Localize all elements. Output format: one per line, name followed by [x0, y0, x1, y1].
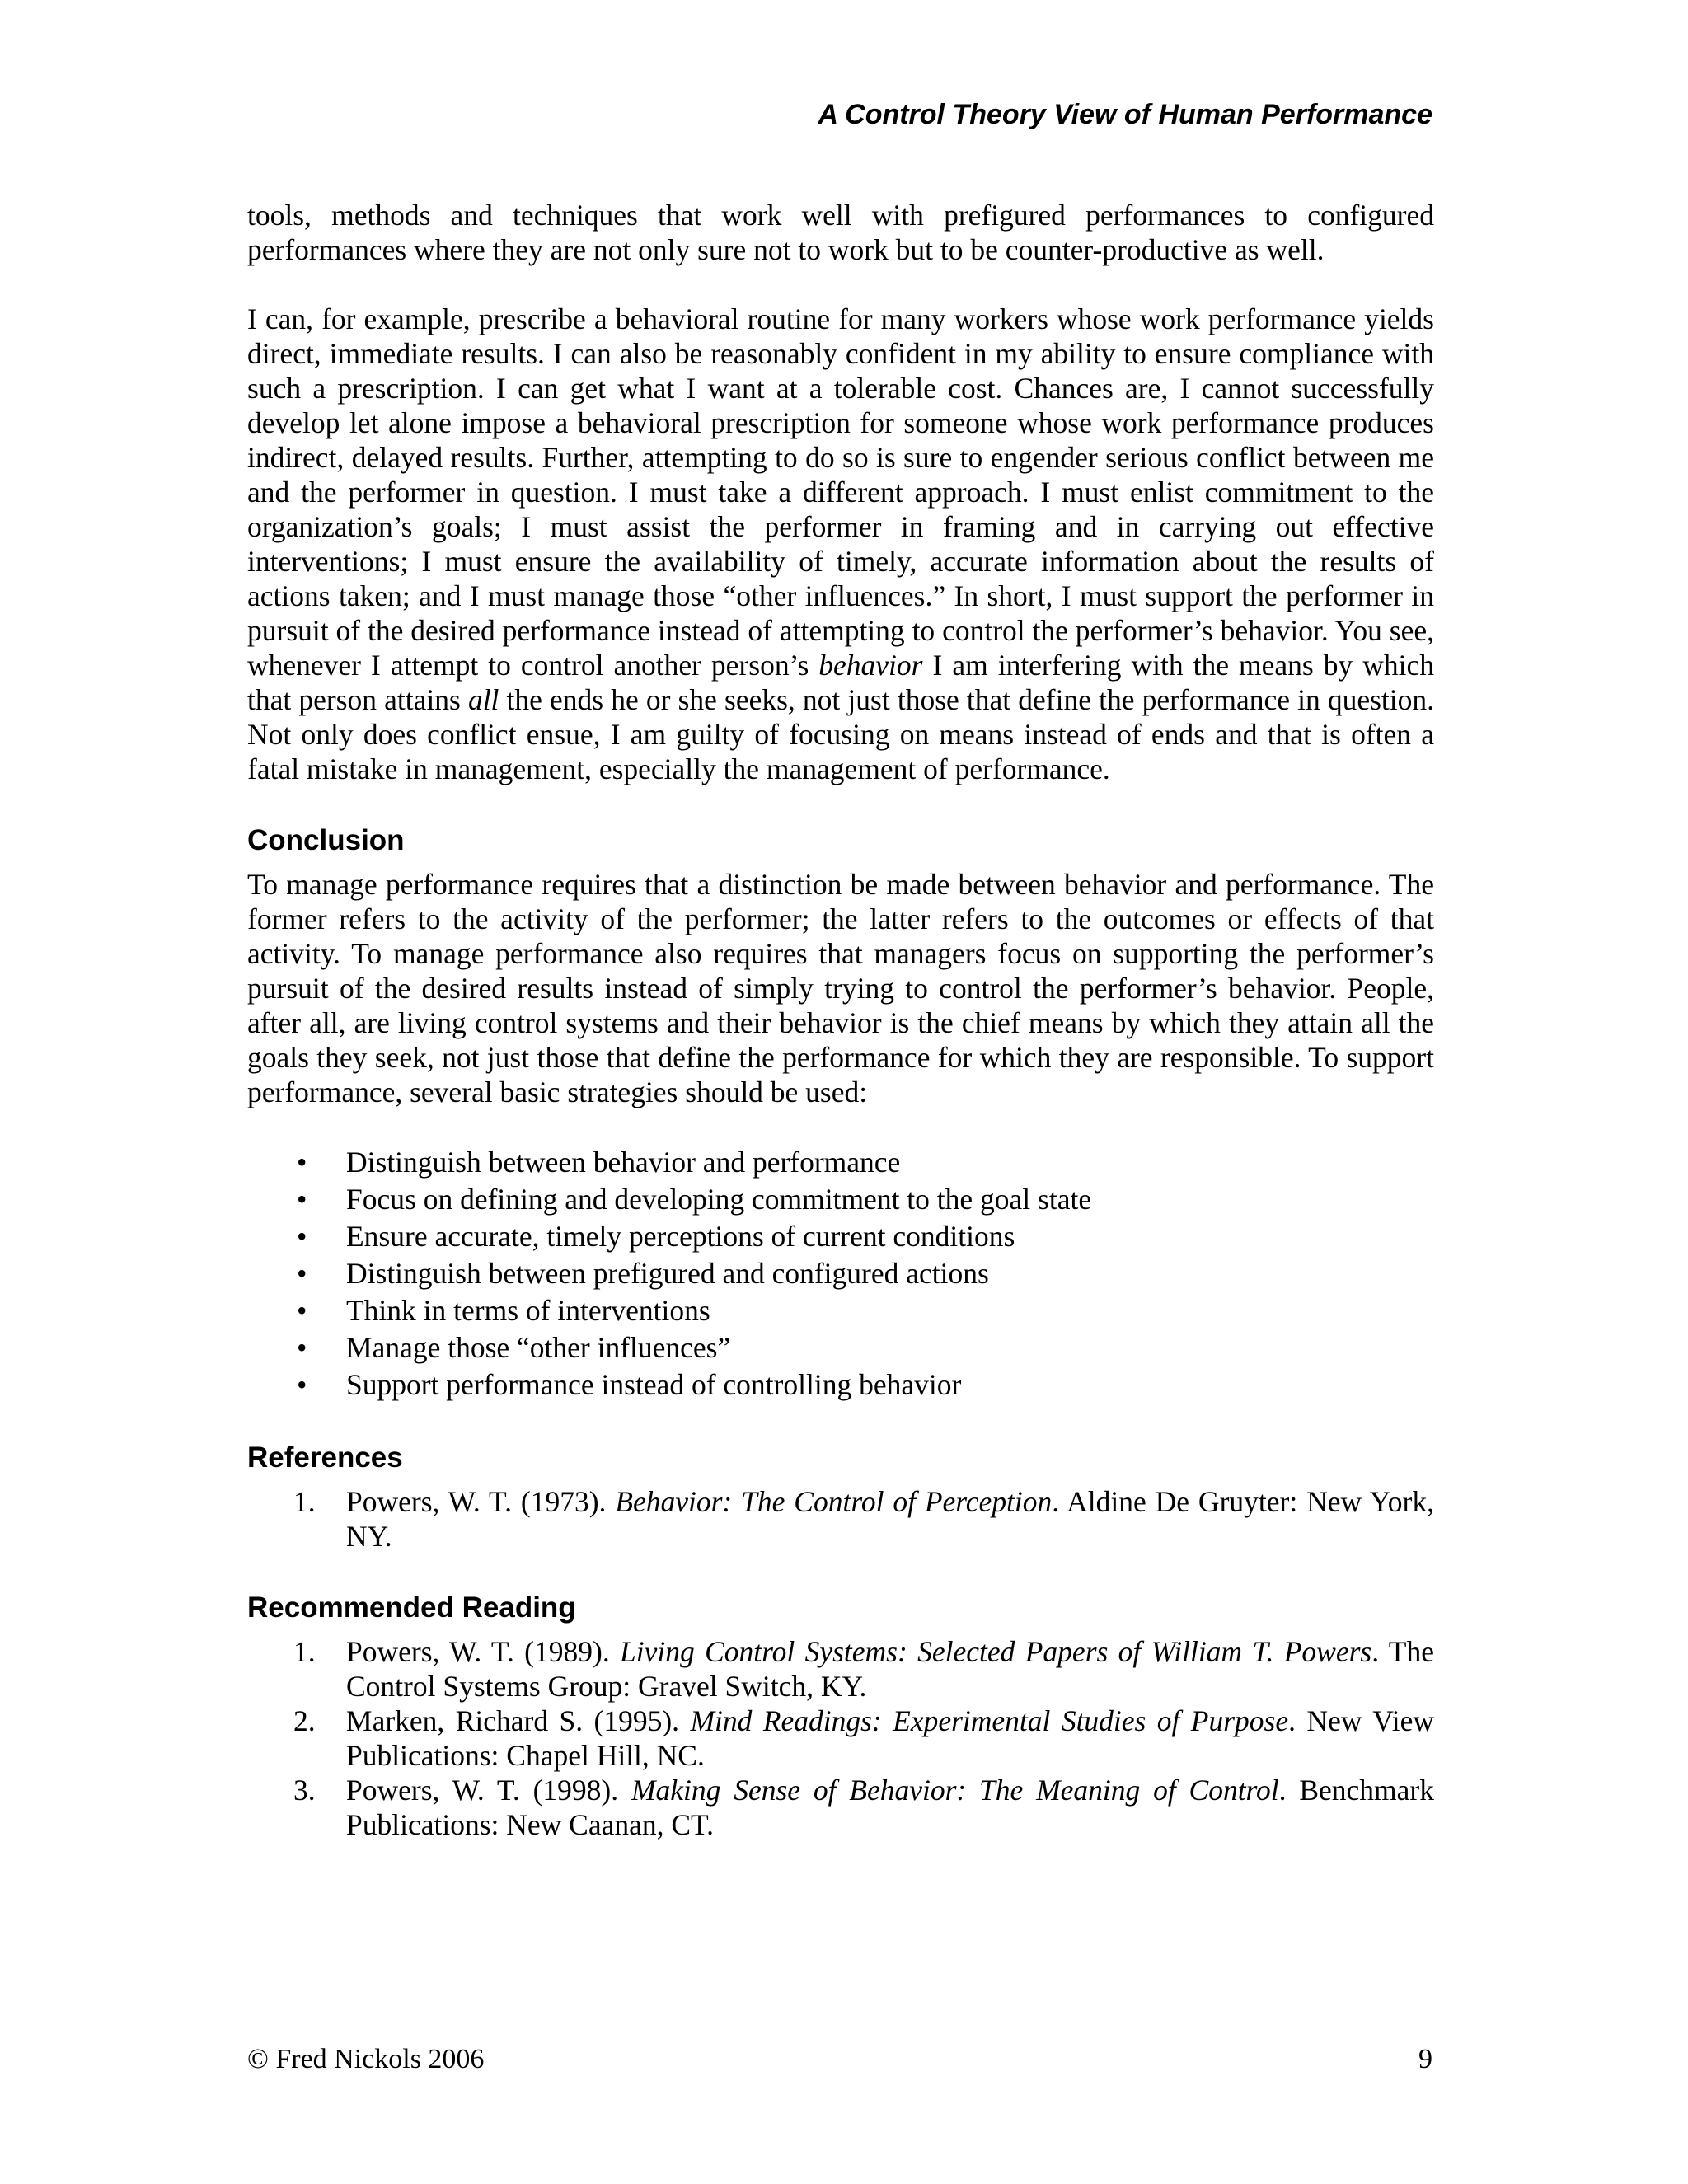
bullet-icon: •: [297, 1368, 307, 1401]
reading-author: Powers, W. T. (1998).: [346, 1774, 631, 1807]
reading-number: 2.: [293, 1704, 316, 1737]
list-item-text: Ensure accurate, timely perceptions of current conditions: [346, 1220, 1015, 1253]
references-heading: References: [247, 1441, 403, 1474]
recommended-reading-list: [247, 1634, 1434, 1842]
bullet-icon: •: [297, 1257, 307, 1290]
page-number: 9: [1418, 2044, 1432, 2074]
running-header-title: A Control Theory View of Human Performance: [818, 99, 1432, 130]
paragraph-prescription: [247, 302, 1434, 786]
reading-publisher: . The Control Systems Group: Gravel Switch, KY.: [346, 1635, 1434, 1703]
list-item: [247, 1366, 1434, 1404]
conclusion-paragraph: To manage performance requires that a distinction be made between behavior and performance. The former refers to the activity of the performer; the latter refers to the outcomes or effects of that activity. To manage performance also requires that managers focus on supporting the performer’s pursuit of the desired results instead of simply trying to control the performer’s behavior. People, after all, are living control systems and their behavior is the chief means by which they attain all the goals they seek, not just those that define the performance for which they are responsible. To support performance, several basic strategies should be used:: [247, 868, 1434, 1108]
reading-number: 3.: [293, 1774, 316, 1807]
list-item: [247, 1329, 1434, 1366]
list-item-text: Distinguish between behavior and performance: [346, 1146, 901, 1179]
bullet-icon: •: [297, 1183, 307, 1216]
bullet-icon: •: [297, 1146, 307, 1179]
list-item: [247, 1144, 1434, 1181]
paragraph-text: the ends he or she seeks, not just those that define the performance in question. Not only does conflict ensue, I am guilty of focusing on means instead of ends and that is often a fatal mistake in management, especially the management of performance.: [247, 683, 1435, 785]
reference-author: Powers, W. T. (1973).: [346, 1485, 616, 1518]
reading-title: Making Sense of Behavior: The Meaning of Control: [631, 1774, 1279, 1807]
emphasis-all: all: [467, 683, 499, 716]
paragraph-text: I am interfering with the means by which that person attains: [247, 649, 1434, 716]
bullet-icon: •: [297, 1331, 307, 1364]
page-content: [247, 198, 1434, 1842]
list-item: [247, 1181, 1434, 1218]
conclusion-heading: Conclusion: [247, 824, 405, 856]
reading-item: [247, 1773, 1434, 1842]
reading-item: [247, 1634, 1434, 1704]
recommended-reading-heading: Recommended Reading: [247, 1591, 576, 1624]
reference-title: Behavior: The Control of Perception: [615, 1485, 1053, 1518]
list-item-text: Manage those “other influences”: [346, 1331, 731, 1364]
list-item-text: Support performance instead of controlling behavior: [346, 1368, 962, 1401]
reading-publisher: . New View Publications: Chapel Hill, NC.: [346, 1704, 1434, 1772]
reading-author: Powers, W. T. (1989).: [346, 1635, 621, 1668]
footer-copyright: © Fred Nickols 2006: [247, 2044, 485, 2074]
reading-number: 1.: [293, 1635, 316, 1668]
list-item: [247, 1218, 1434, 1255]
paragraph-continuation: tools, methods and techniques that work well with prefigured performances to configured performances where they are not only sure not to work but to be counter-productive as well.: [247, 199, 1434, 266]
list-item-text: Think in terms of interventions: [346, 1294, 710, 1327]
paragraph-text: I can, for example, prescribe a behavioral routine for many workers whose work performance yields direct, immediate results. I can also be reasonably confident in my ability to ensure compliance with such a prescription. I can get what I want at a tolerable cost. Chances are, I cannot successfully develop let alone impose a behavioral prescription for someone whose work performance produces indirect, delayed results. Further, attempting to do so is sure to engender serious conflict between me and the performer in question. I must take a different approach. I must enlist commitment to the organization’s goals; I must assist the performer in framing and in carrying out effective interventions; I must ensure the availability of timely, accurate information about the results of actions taken; and I must manage those “other influences.” In short, I must support the performer in pursuit of the desired performance instead of attempting to control the performer’s behavior. You see, whenever I attempt to control another person’s: [247, 302, 1434, 682]
reference-number: 1.: [293, 1485, 316, 1518]
reading-publisher: . Benchmark Publications: New Caanan, CT.: [346, 1774, 1434, 1841]
strategies-list: [247, 1144, 1434, 1404]
reading-title: Living Control Systems: Selected Papers of William T. Powers: [620, 1635, 1372, 1668]
reading-author: Marken, Richard S. (1995).: [346, 1704, 691, 1737]
list-item: [247, 1292, 1434, 1329]
references-list: [247, 1484, 1434, 1554]
list-item-text: Distinguish between prefigured and configured actions: [346, 1257, 989, 1290]
list-item-text: Focus on defining and developing commitment to the goal state: [346, 1183, 1092, 1216]
reference-item: [247, 1484, 1434, 1554]
list-item: [247, 1255, 1434, 1292]
emphasis-behavior: behavior: [818, 649, 923, 682]
bullet-icon: •: [297, 1294, 307, 1327]
reference-publisher: . Aldine De Gruyter: New York, NY.: [346, 1485, 1434, 1553]
reading-title: Mind Readings: Experimental Studies of Purpose: [690, 1704, 1289, 1737]
reading-item: [247, 1704, 1434, 1773]
bullet-icon: •: [297, 1220, 307, 1253]
